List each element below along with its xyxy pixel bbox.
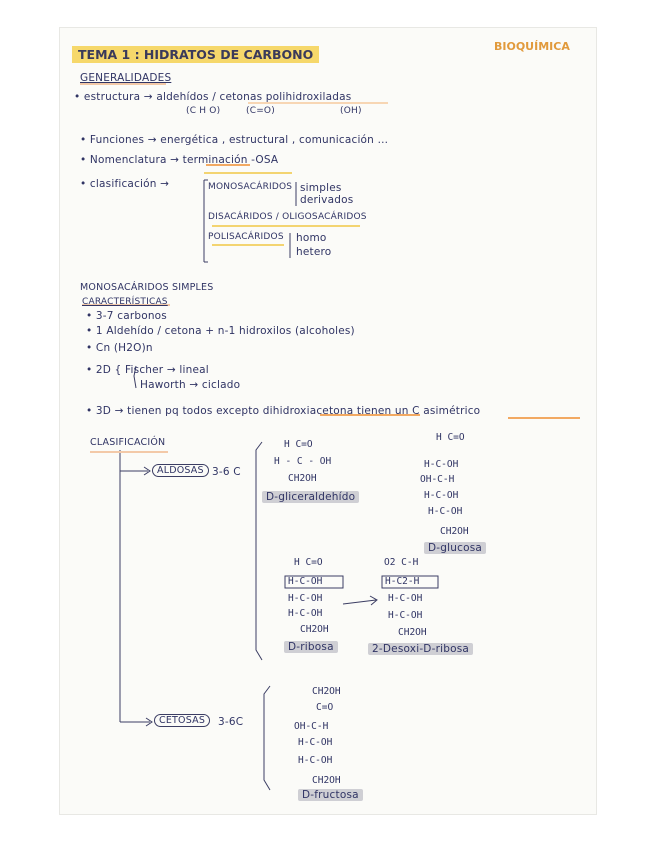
gliceraldehido-line-1: H C=O: [284, 439, 313, 450]
fructosa-line-5: H-C-OH: [298, 755, 333, 766]
aldosas-range: 3-6 C: [212, 466, 241, 478]
glucosa-line-4: H-C-OH: [424, 490, 459, 501]
monosacaridos-label: MONOSACÁRIDOS: [208, 182, 293, 192]
section-heading-monosacaridos-simples: MONOSACÁRIDOS SIMPLES: [80, 282, 214, 293]
caracteristica-3d: • 3D → tienen pq todos excepto dihidroxiacetona tienen un C asimétrico: [86, 405, 481, 417]
glucosa-line-5: H-C-OH: [428, 506, 463, 517]
desoxirribosa-line-5: CH2OH: [398, 627, 427, 638]
fructosa-line-4: H-C-OH: [298, 737, 333, 748]
ribosa-line-5: CH2OH: [300, 624, 329, 635]
simples-label: simples: [300, 182, 342, 194]
estructura-formula-aldehido: (C H O): [186, 106, 221, 116]
caracteristica-carbonos: • 3-7 carbonos: [86, 310, 167, 322]
glucosa-line-3: OH-C-H: [420, 474, 455, 485]
ribosa-line-3: H-C-OH: [288, 593, 323, 604]
glucosa-line-2: H-C-OH: [424, 459, 459, 470]
fructosa-line-1: CH2OH: [312, 686, 341, 697]
caracteristica-2d-fischer: • 2D { Fischer → lineal: [86, 364, 209, 376]
estructura-formula-hidroxilo: (OH): [340, 106, 362, 116]
cetosas-range: 3-6C: [218, 716, 244, 728]
nomenclatura-line: • Nomenclatura → terminación -OSA: [80, 154, 279, 166]
desoxirribosa-line-3: H-C-OH: [388, 593, 423, 604]
clasificacion-line: • clasificación →: [80, 178, 170, 190]
homo-label: homo: [296, 232, 327, 244]
desoxirribosa-label: 2-Desoxi-D-ribosa: [368, 643, 473, 655]
gliceraldehido-label: D-gliceraldehído: [262, 491, 359, 503]
fructosa-line-2: C=O: [316, 702, 334, 713]
desoxirribosa-line-2: H-C2-H: [385, 576, 420, 587]
caracteristica-aldehido-cetona: • 1 Aldehído / cetona + n-1 hidroxilos (alcoholes): [86, 325, 355, 337]
glucosa-label: D-glucosa: [424, 542, 486, 554]
ribosa-line-2: H-C-OH: [288, 576, 323, 587]
cetosas-label: CETOSAS: [154, 714, 210, 727]
ribosa-label: D-ribosa: [284, 641, 338, 653]
ribosa-line-4: H-C-OH: [288, 608, 323, 619]
gliceraldehido-line-2: H - C - OH: [274, 456, 332, 467]
funciones-line: • Funciones → energética , estructural , comunicación ...: [80, 134, 389, 146]
caracteristica-2d-haworth: Haworth → ciclado: [140, 379, 241, 391]
topic-title: TEMA 1 : HIDRATOS DE CARBONO: [72, 46, 319, 63]
ribosa-line-1: H C=O: [294, 557, 323, 568]
clasificacion-heading: CLASIFICACIÓN: [90, 437, 166, 448]
desoxirribosa-line-4: H-C-OH: [388, 610, 423, 621]
fructosa-line-3: OH-C-H: [294, 721, 329, 732]
aldosas-label: ALDOSAS: [152, 464, 209, 477]
derivados-label: derivados: [300, 194, 354, 206]
glucosa-line-6: CH2OH: [440, 526, 469, 537]
subject-label: BIOQUÍMICA: [494, 40, 570, 53]
desoxirribosa-line-1: O2 C-H: [384, 557, 419, 568]
disacaridos-label: DISACÁRIDOS / OLIGOSACÁRIDOS: [208, 212, 367, 222]
hetero-label: hetero: [296, 246, 332, 258]
estructura-line: • estructura → aldehídos / cetonas polihidroxiladas: [74, 91, 352, 103]
fructosa-label: D-fructosa: [298, 789, 363, 801]
glucosa-line-1: H C=O: [436, 432, 465, 443]
section-heading-generalidades: GENERALIDADES: [80, 72, 172, 84]
gliceraldehido-line-3: CH2OH: [288, 473, 317, 484]
caracteristica-formula: • Cn (H2O)n: [86, 342, 153, 354]
estructura-formula-cetona: (C=O): [246, 106, 275, 116]
fructosa-line-6: CH2OH: [312, 775, 341, 786]
caracteristicas-heading: CARACTERÍSTICAS: [82, 297, 168, 307]
polisacaridos-label: POLISACÁRIDOS: [208, 232, 284, 242]
